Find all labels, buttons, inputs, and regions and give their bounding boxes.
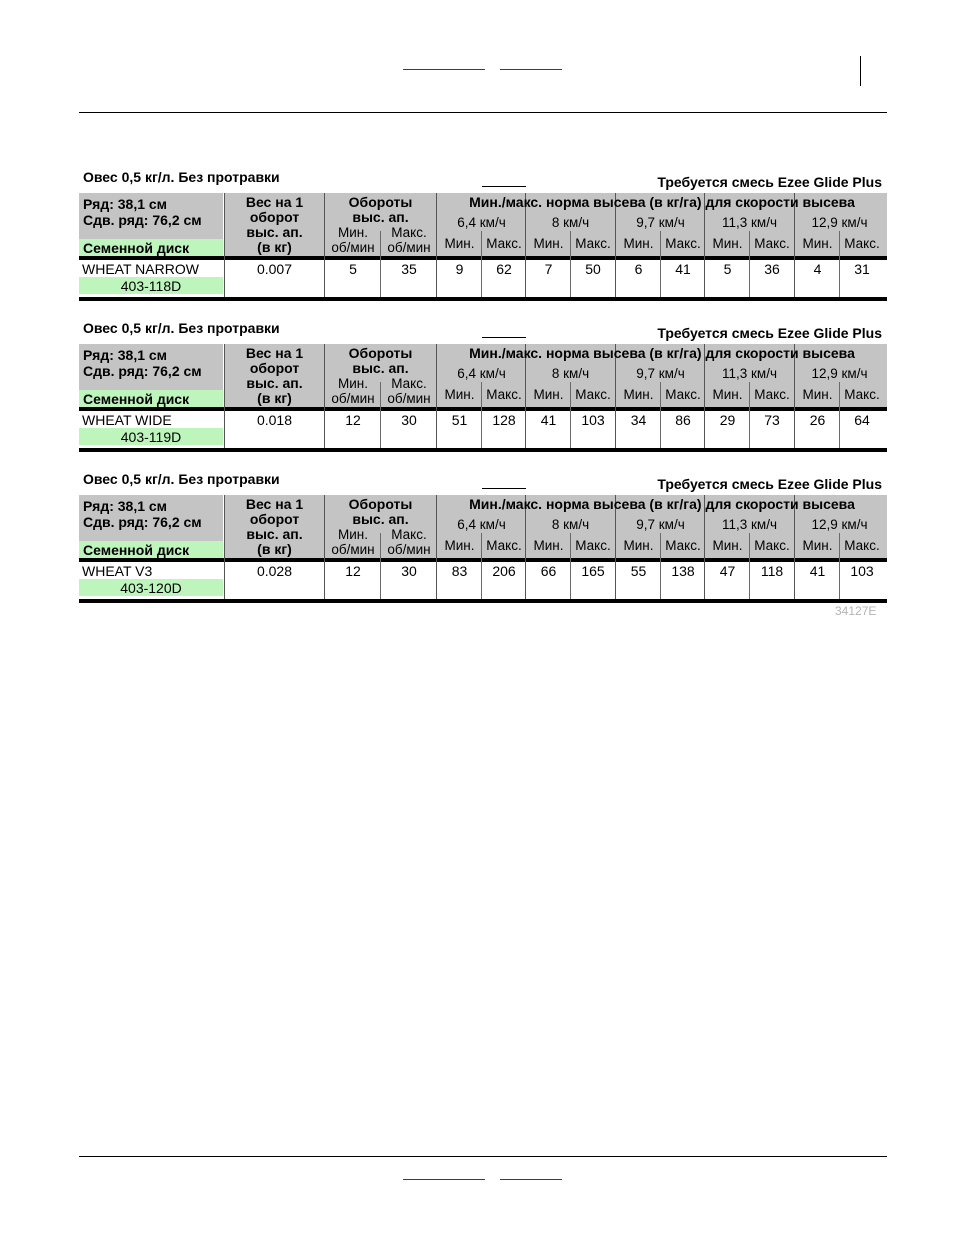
speed-label-5: 12,9 км/ч [811,215,868,230]
disc-name: WHEAT V3 [82,563,153,579]
rpm-header-line-2: выс. ап. [352,511,409,527]
rate-min-header-4: Мин. [712,236,743,251]
twin-row-label: Сдв. ряд: 76,2 см [83,514,202,530]
rate-max-value-2: 165 [581,563,605,579]
rpm-max-value: 30 [401,563,417,579]
table-grid [79,495,887,607]
table-caption-right: Требуется смесь Ezee Glide Plus [657,174,882,190]
rate-min-header-5: Мин. [802,236,833,251]
rpm-min-value: 5 [349,261,357,277]
weight-header-line-2: оборот [249,209,300,225]
rate-max-header-4: Макс. [754,236,790,251]
rates-header-title: Мин./макс. норма высева (в кг/га) для скорости высева [469,496,855,512]
weight-header-line-1: Вес на 1 [245,345,304,361]
rate-max-header-3: Макс. [665,387,701,402]
table-caption-right: Требуется смесь Ezee Glide Plus [657,325,882,341]
header-link-2[interactable] [500,55,562,70]
rate-min-header-2: Мин. [533,236,564,251]
disc-name: WHEAT WIDE [82,412,172,428]
rpm-min-header-1: Мин. [338,527,368,542]
rate-max-header-5: Макс. [844,236,880,251]
speed-label-2: 8 км/ч [551,517,590,532]
rate-min-value-3: 6 [634,261,643,277]
rpm-header-line-1: Обороты [348,345,413,361]
weight-header-line-4: (в кг) [257,541,292,557]
rpm-max-header-2: об/мин [387,240,431,255]
header-rule [79,112,887,113]
rate-min-header-2: Мин. [533,538,564,553]
seed-table-2 [79,320,887,460]
weight-value: 0.028 [256,563,293,579]
rate-min-value-4: 5 [723,261,732,277]
weight-header-line-1: Вес на 1 [245,496,304,512]
rate-min-value-2: 66 [540,563,557,579]
row-spacing-label: Ряд: 38,1 см [83,347,168,363]
table-caption-right: Требуется смесь Ezee Glide Plus [657,476,882,492]
rate-min-header-3: Мин. [623,538,654,553]
disc-code: 403-120D [120,580,182,596]
speed-label-3: 9,7 км/ч [636,517,685,532]
disc-code: 403-119D [120,429,182,445]
rpm-max-header-1: Макс. [391,225,427,240]
rate-min-header-3: Мин. [623,236,654,251]
speed-label-1: 6,4 км/ч [457,366,506,381]
caption-link-line [482,186,526,187]
rate-max-value-4: 118 [760,563,784,579]
caption-link-line [482,488,526,489]
rate-max-header-4: Макс. [754,387,790,402]
rates-header-title: Мин./макс. норма высева (в кг/га) для скорости высева [469,345,855,361]
figure-number: 34127E [835,604,877,618]
rate-max-value-2: 50 [585,261,601,277]
rpm-min-header-2: об/мин [331,542,375,557]
rate-min-value-3: 34 [630,412,647,428]
caption-link-line [482,337,526,338]
header-bottom-bar [79,558,887,562]
speed-label-5: 12,9 км/ч [811,517,868,532]
rate-min-header-1: Мин. [444,236,475,251]
table-caption-left: Овес 0,5 кг/л. Без протравки [83,320,280,336]
weight-header-line-1: Вес на 1 [245,194,304,210]
seed-table-3 [79,471,887,611]
speed-label-3: 9,7 км/ч [636,366,685,381]
rate-max-value-4: 36 [764,261,780,277]
rates-header-title: Мин./макс. норма высева (в кг/га) для скорости высева [469,194,855,210]
seed-disc-label: Семенной диск [83,391,190,407]
rate-max-header-2: Макс. [575,538,611,553]
table-bottom-bar [79,297,887,301]
rpm-header-line-1: Обороты [348,194,413,210]
speed-label-3: 9,7 км/ч [636,215,685,230]
twin-row-label: Сдв. ряд: 76,2 см [83,212,202,228]
speed-label-1: 6,4 км/ч [457,517,506,532]
twin-row-label: Сдв. ряд: 76,2 см [83,363,202,379]
weight-value: 0.018 [256,412,293,428]
speed-label-1: 6,4 км/ч [457,215,506,230]
rate-min-header-1: Мин. [444,538,475,553]
rate-min-header-4: Мин. [712,387,743,402]
rate-min-header-4: Мин. [712,538,743,553]
rpm-max-header-1: Макс. [391,527,427,542]
rpm-max-value: 35 [401,261,417,277]
header-bottom-bar [79,256,887,260]
rate-max-value-1: 128 [492,412,516,428]
rate-min-value-2: 41 [540,412,557,428]
rate-max-value-3: 41 [675,261,691,277]
footer-link-1[interactable] [403,1165,485,1180]
seed-disc-label: Семенной диск [83,240,190,256]
rate-max-header-4: Макс. [754,538,790,553]
table-caption-left: Овес 0,5 кг/л. Без протравки [83,169,280,185]
rate-max-value-5: 64 [854,412,870,428]
header-divider [860,56,861,86]
rate-max-header-5: Макс. [844,387,880,402]
table-grid [79,193,887,305]
rate-max-header-2: Макс. [575,387,611,402]
seed-disc-label: Семенной диск [83,542,190,558]
rpm-max-header-2: об/мин [387,391,431,406]
rate-max-value-4: 73 [764,412,780,428]
row-spacing-label: Ряд: 38,1 см [83,196,168,212]
rate-max-header-3: Макс. [665,236,701,251]
rate-max-header-3: Макс. [665,538,701,553]
footer-rule [79,1156,887,1157]
rate-min-value-4: 29 [719,412,736,428]
rpm-min-value: 12 [345,412,361,428]
rpm-min-header-2: об/мин [331,391,375,406]
rpm-max-value: 30 [401,412,417,428]
row-spacing-label: Ряд: 38,1 см [83,498,168,514]
rate-max-value-2: 103 [581,412,605,428]
footer-link-2[interactable] [500,1165,562,1180]
rate-min-header-5: Мин. [802,538,833,553]
rate-min-value-3: 55 [630,563,647,579]
rate-max-header-1: Макс. [486,538,522,553]
rate-min-value-4: 47 [719,563,736,579]
header-link-1[interactable] [403,55,485,70]
rate-min-value-1: 9 [455,261,464,277]
rpm-max-header-1: Макс. [391,376,427,391]
rpm-min-header-2: об/мин [331,240,375,255]
rate-min-value-2: 7 [544,261,553,277]
rpm-min-value: 12 [345,563,361,579]
rpm-header-line-1: Обороты [348,496,413,512]
weight-header-line-2: оборот [249,511,300,527]
weight-header-line-4: (в кг) [257,390,292,406]
disc-name: WHEAT NARROW [82,261,199,277]
rate-max-value-5: 103 [850,563,874,579]
table-bottom-bar [79,448,887,452]
rate-min-value-5: 41 [809,563,826,579]
rpm-header-line-2: выс. ап. [352,209,409,225]
rate-max-header-1: Макс. [486,236,522,251]
speed-label-4: 11,3 км/ч [722,517,777,532]
disc-code: 403-118D [120,278,182,294]
weight-header-line-3: выс. ап. [246,375,303,391]
rate-max-value-1: 62 [496,261,512,277]
weight-header-line-4: (в кг) [257,239,292,255]
table-bottom-bar [79,599,887,603]
rate-min-value-1: 83 [451,563,468,579]
weight-value: 0.007 [256,261,293,277]
rpm-max-header-2: об/мин [387,542,431,557]
rate-max-value-5: 31 [854,261,870,277]
rate-max-header-1: Макс. [486,387,522,402]
rate-min-value-5: 4 [813,261,822,277]
table-caption-left: Овес 0,5 кг/л. Без протравки [83,471,280,487]
weight-header-line-3: выс. ап. [246,224,303,240]
rate-min-value-1: 51 [451,412,468,428]
rate-min-header-3: Мин. [623,387,654,402]
speed-label-2: 8 км/ч [551,215,590,230]
rate-max-value-3: 138 [671,563,695,579]
rate-max-value-3: 86 [675,412,691,428]
rpm-header-line-2: выс. ап. [352,360,409,376]
rpm-min-header-1: Мин. [338,225,368,240]
weight-header-line-2: оборот [249,360,300,376]
speed-label-2: 8 км/ч [551,366,590,381]
weight-header-line-3: выс. ап. [246,526,303,542]
rate-max-header-5: Макс. [844,538,880,553]
speed-label-4: 11,3 км/ч [722,215,777,230]
speed-label-4: 11,3 км/ч [722,366,777,381]
rpm-min-header-1: Мин. [338,376,368,391]
header-bottom-bar [79,407,887,411]
rate-min-header-1: Мин. [444,387,475,402]
seed-table-1 [79,169,887,309]
table-grid [79,344,887,456]
rate-max-value-1: 206 [492,563,516,579]
rate-min-header-5: Мин. [802,387,833,402]
rate-min-value-5: 26 [809,412,826,428]
rate-max-header-2: Макс. [575,236,611,251]
speed-label-5: 12,9 км/ч [811,366,868,381]
rate-min-header-2: Мин. [533,387,564,402]
